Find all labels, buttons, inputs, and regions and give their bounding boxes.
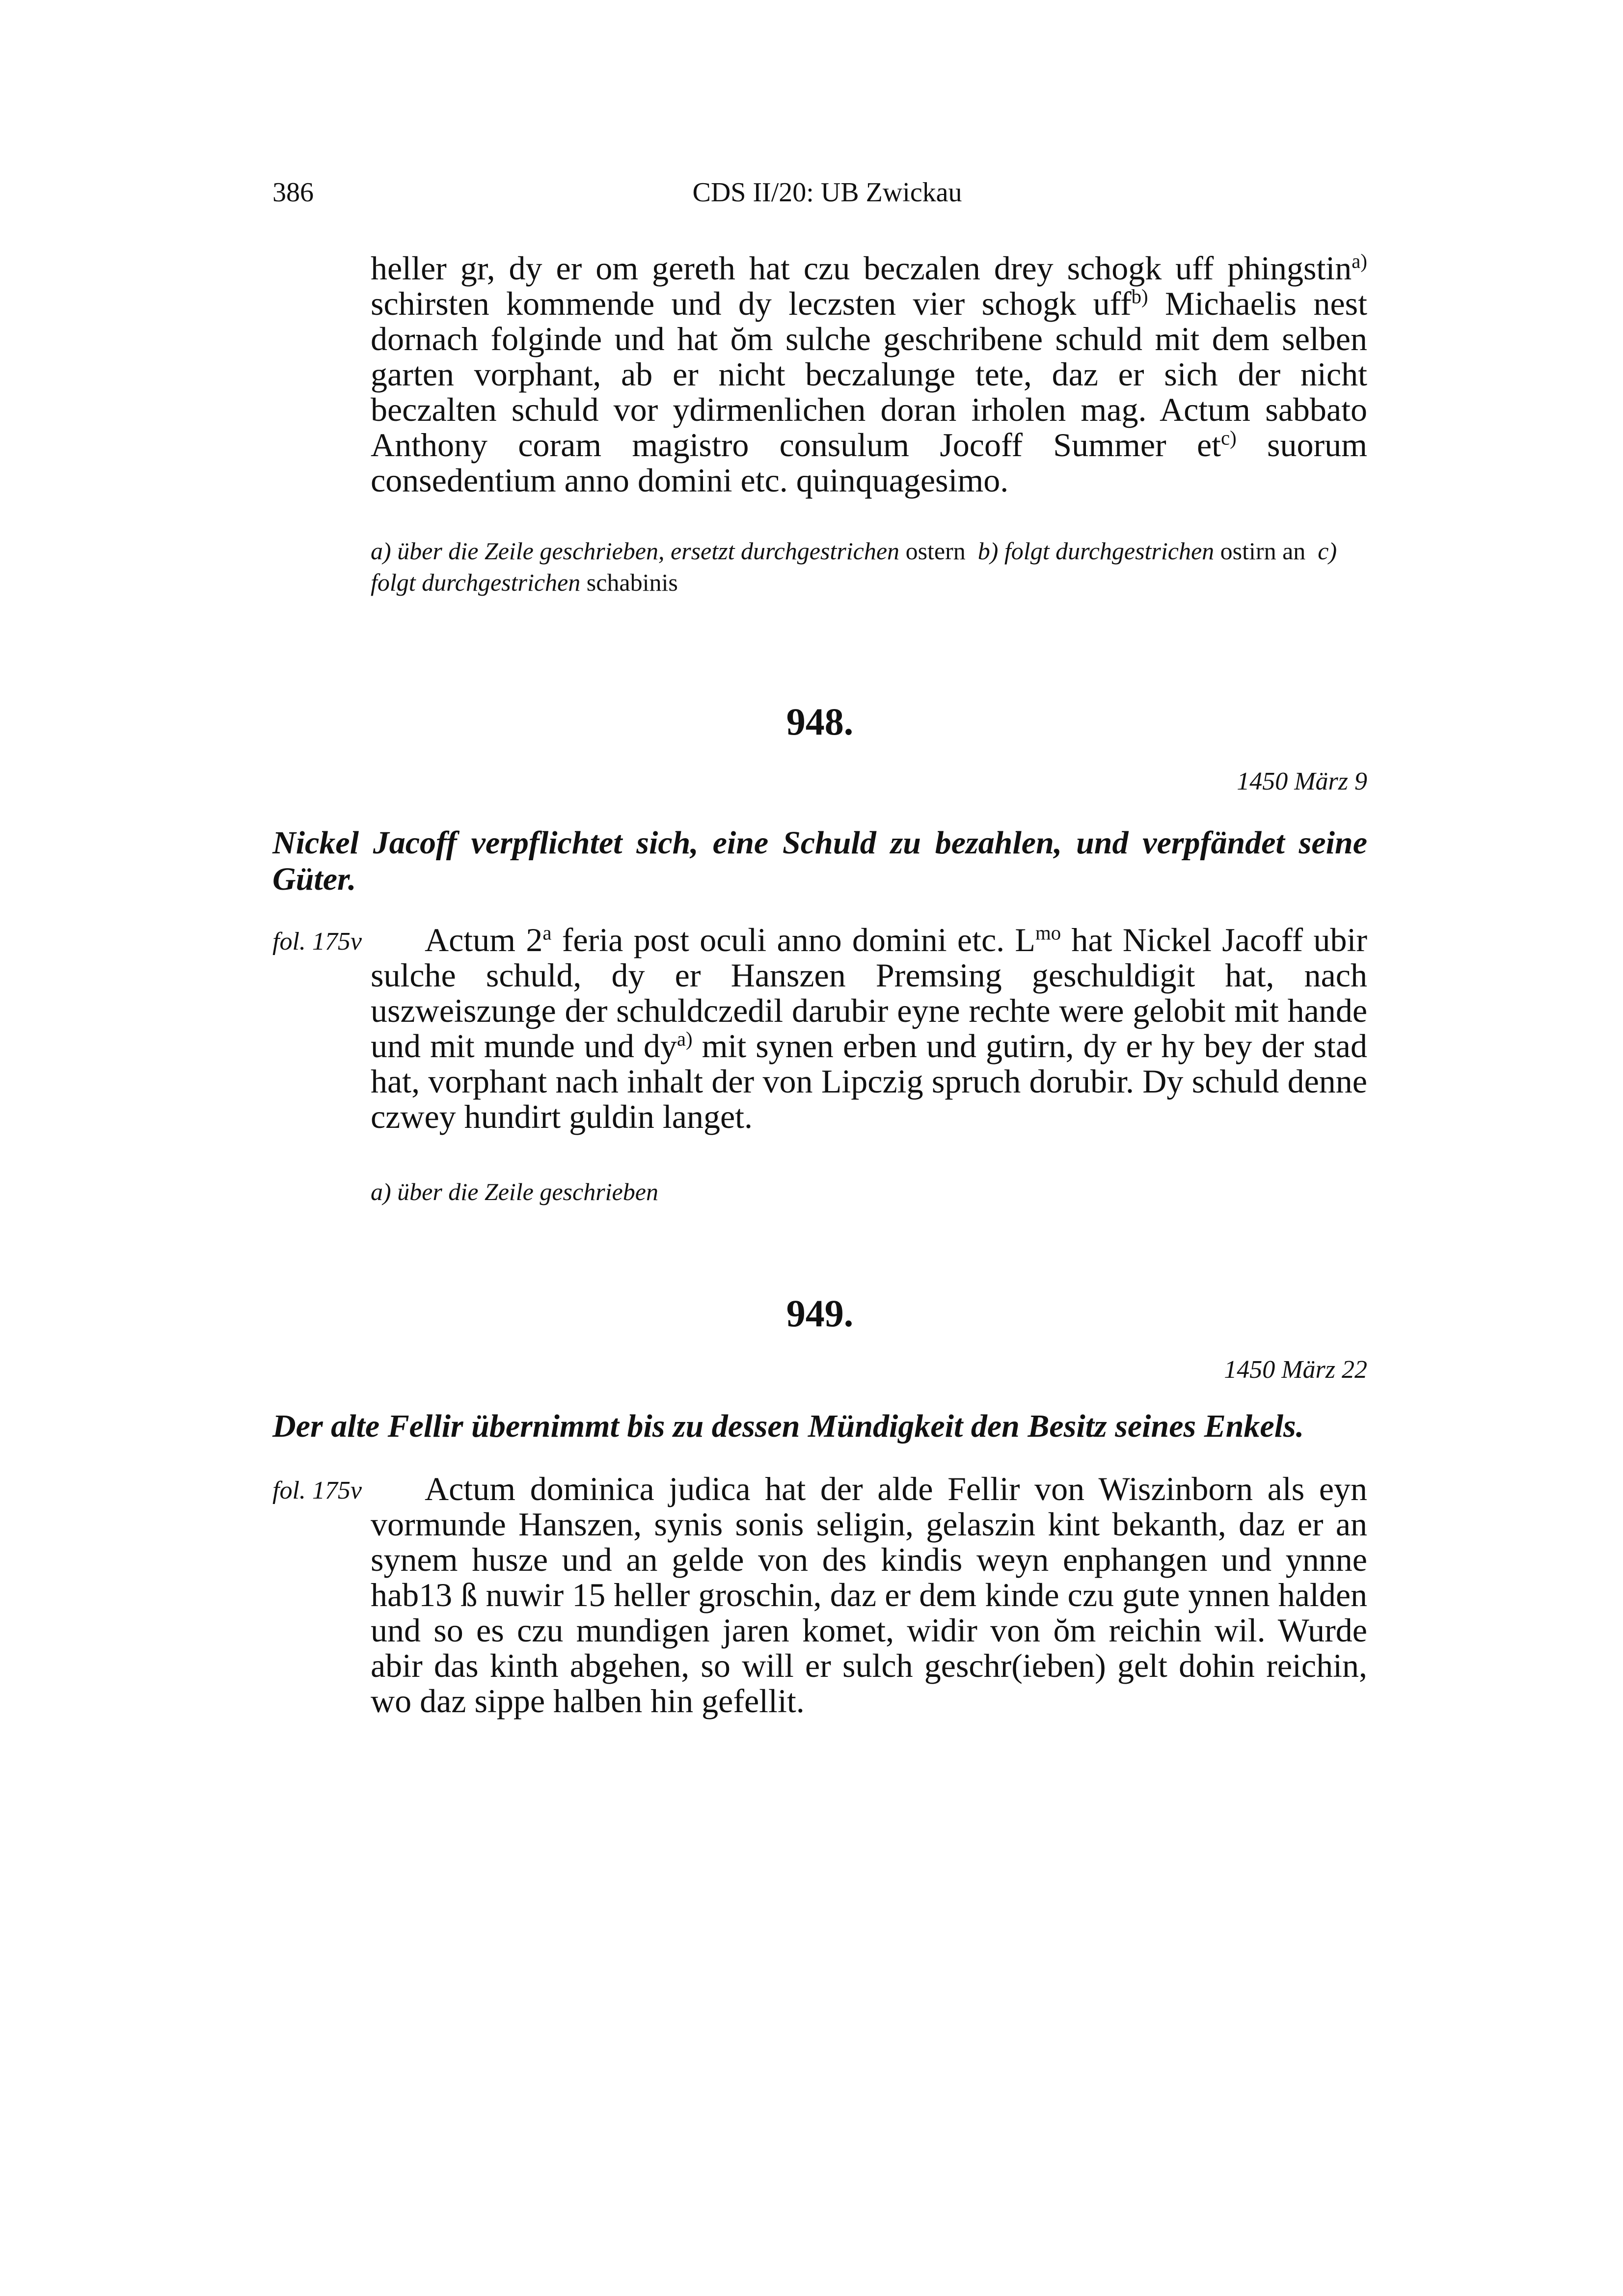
- entry-number: 949.: [786, 1292, 854, 1335]
- entry-regest: Nickel Jacoff verpflichtet sich, eine Schuld zu bezahlen, und verpfändet seine Güter.: [272, 825, 1367, 897]
- folio-reference: fol. 175v: [272, 928, 362, 956]
- entry-text: [371, 1471, 1367, 1719]
- entry-text: [371, 922, 1367, 1134]
- page-number: 386: [272, 177, 314, 208]
- continuation-footnote: a) über die Zeile geschrieben, ersetzt durchgestrichen ostern b) folgt durchgestrichen ostirn an c) folgt durchgestrichen schabinis: [371, 537, 1337, 596]
- entry-date: 1450 März 22: [1224, 1356, 1367, 1384]
- running-title: CDS II/20: UB Zwickau: [692, 177, 962, 208]
- entry-text-body: Actum dominica judica hat der alde Fellir von Wiszinborn als eyn vormunde Hanszen, synis sonis seligin, gelaszin kint bekanth, daz er an synem husze und an gelde von des kindis weyn enphangen und ynnne hab13 ß nuwir 15 heller groschin, daz er dem kinde czu gute ynnen halden und so es czu mundigen jaren komet, widir von ŏm reichin wil. Wurde abir das kinth abgehen, so will er sulch geschr(ieben) gelt dohin reichin, wo daz sippe halben hin gefellit.: [371, 1470, 1367, 1720]
- continuation-text: heller gr, dy er om gereth hat czu beczalen drey schogk uff phingstin$^{a)}$ schirsten kommende und dy leczsten vier schogk uff$^{b)}$ Michaelis nest dornach folginde und hat ŏm sulche geschribene schuld mit dem selben garten vorphant, ab er nicht beczalunge tete, daz er sich der nicht beczalten schuld vor ydirmenlichen doran irholen mag. Actum sabbato Anthony coram magistro consulum Jocoff Summer $et^{c)}$ suorum consedentium anno domini etc. quinquagesimo.: [371, 249, 1368, 499]
- entry-number: 948.: [786, 700, 854, 743]
- page-header: [272, 177, 1382, 216]
- entry-regest: Der alte Fellir übernimmt bis zu dessen Mündigkeit den Besitz seines Enkels.: [272, 1408, 1304, 1444]
- folio-reference: fol. 175v: [272, 1476, 362, 1504]
- entry-text-body: Actum 2$^a$ feria post oculi anno domini etc. $L^{mo}$ hat Nickel Jacoff ubir sulche schuld, dy er Hanszen Premsing geschuldigit hat, nach uszweiszunge der schuldczedil darubir eyne rechte were gelobit mit hande und mit munde und $dy^{a)}$ mit synen erben und gutirn, dy er hy bey der stad hat, vorphant nach inhalt der von Lipczig spruch dorubir. Dy schuld denne czwey hundirt guldin langet.: [371, 921, 1367, 1135]
- entry-footnote: a) über die Zeile geschrieben: [371, 1178, 658, 1205]
- entry-date: 1450 März 9: [1237, 767, 1367, 795]
